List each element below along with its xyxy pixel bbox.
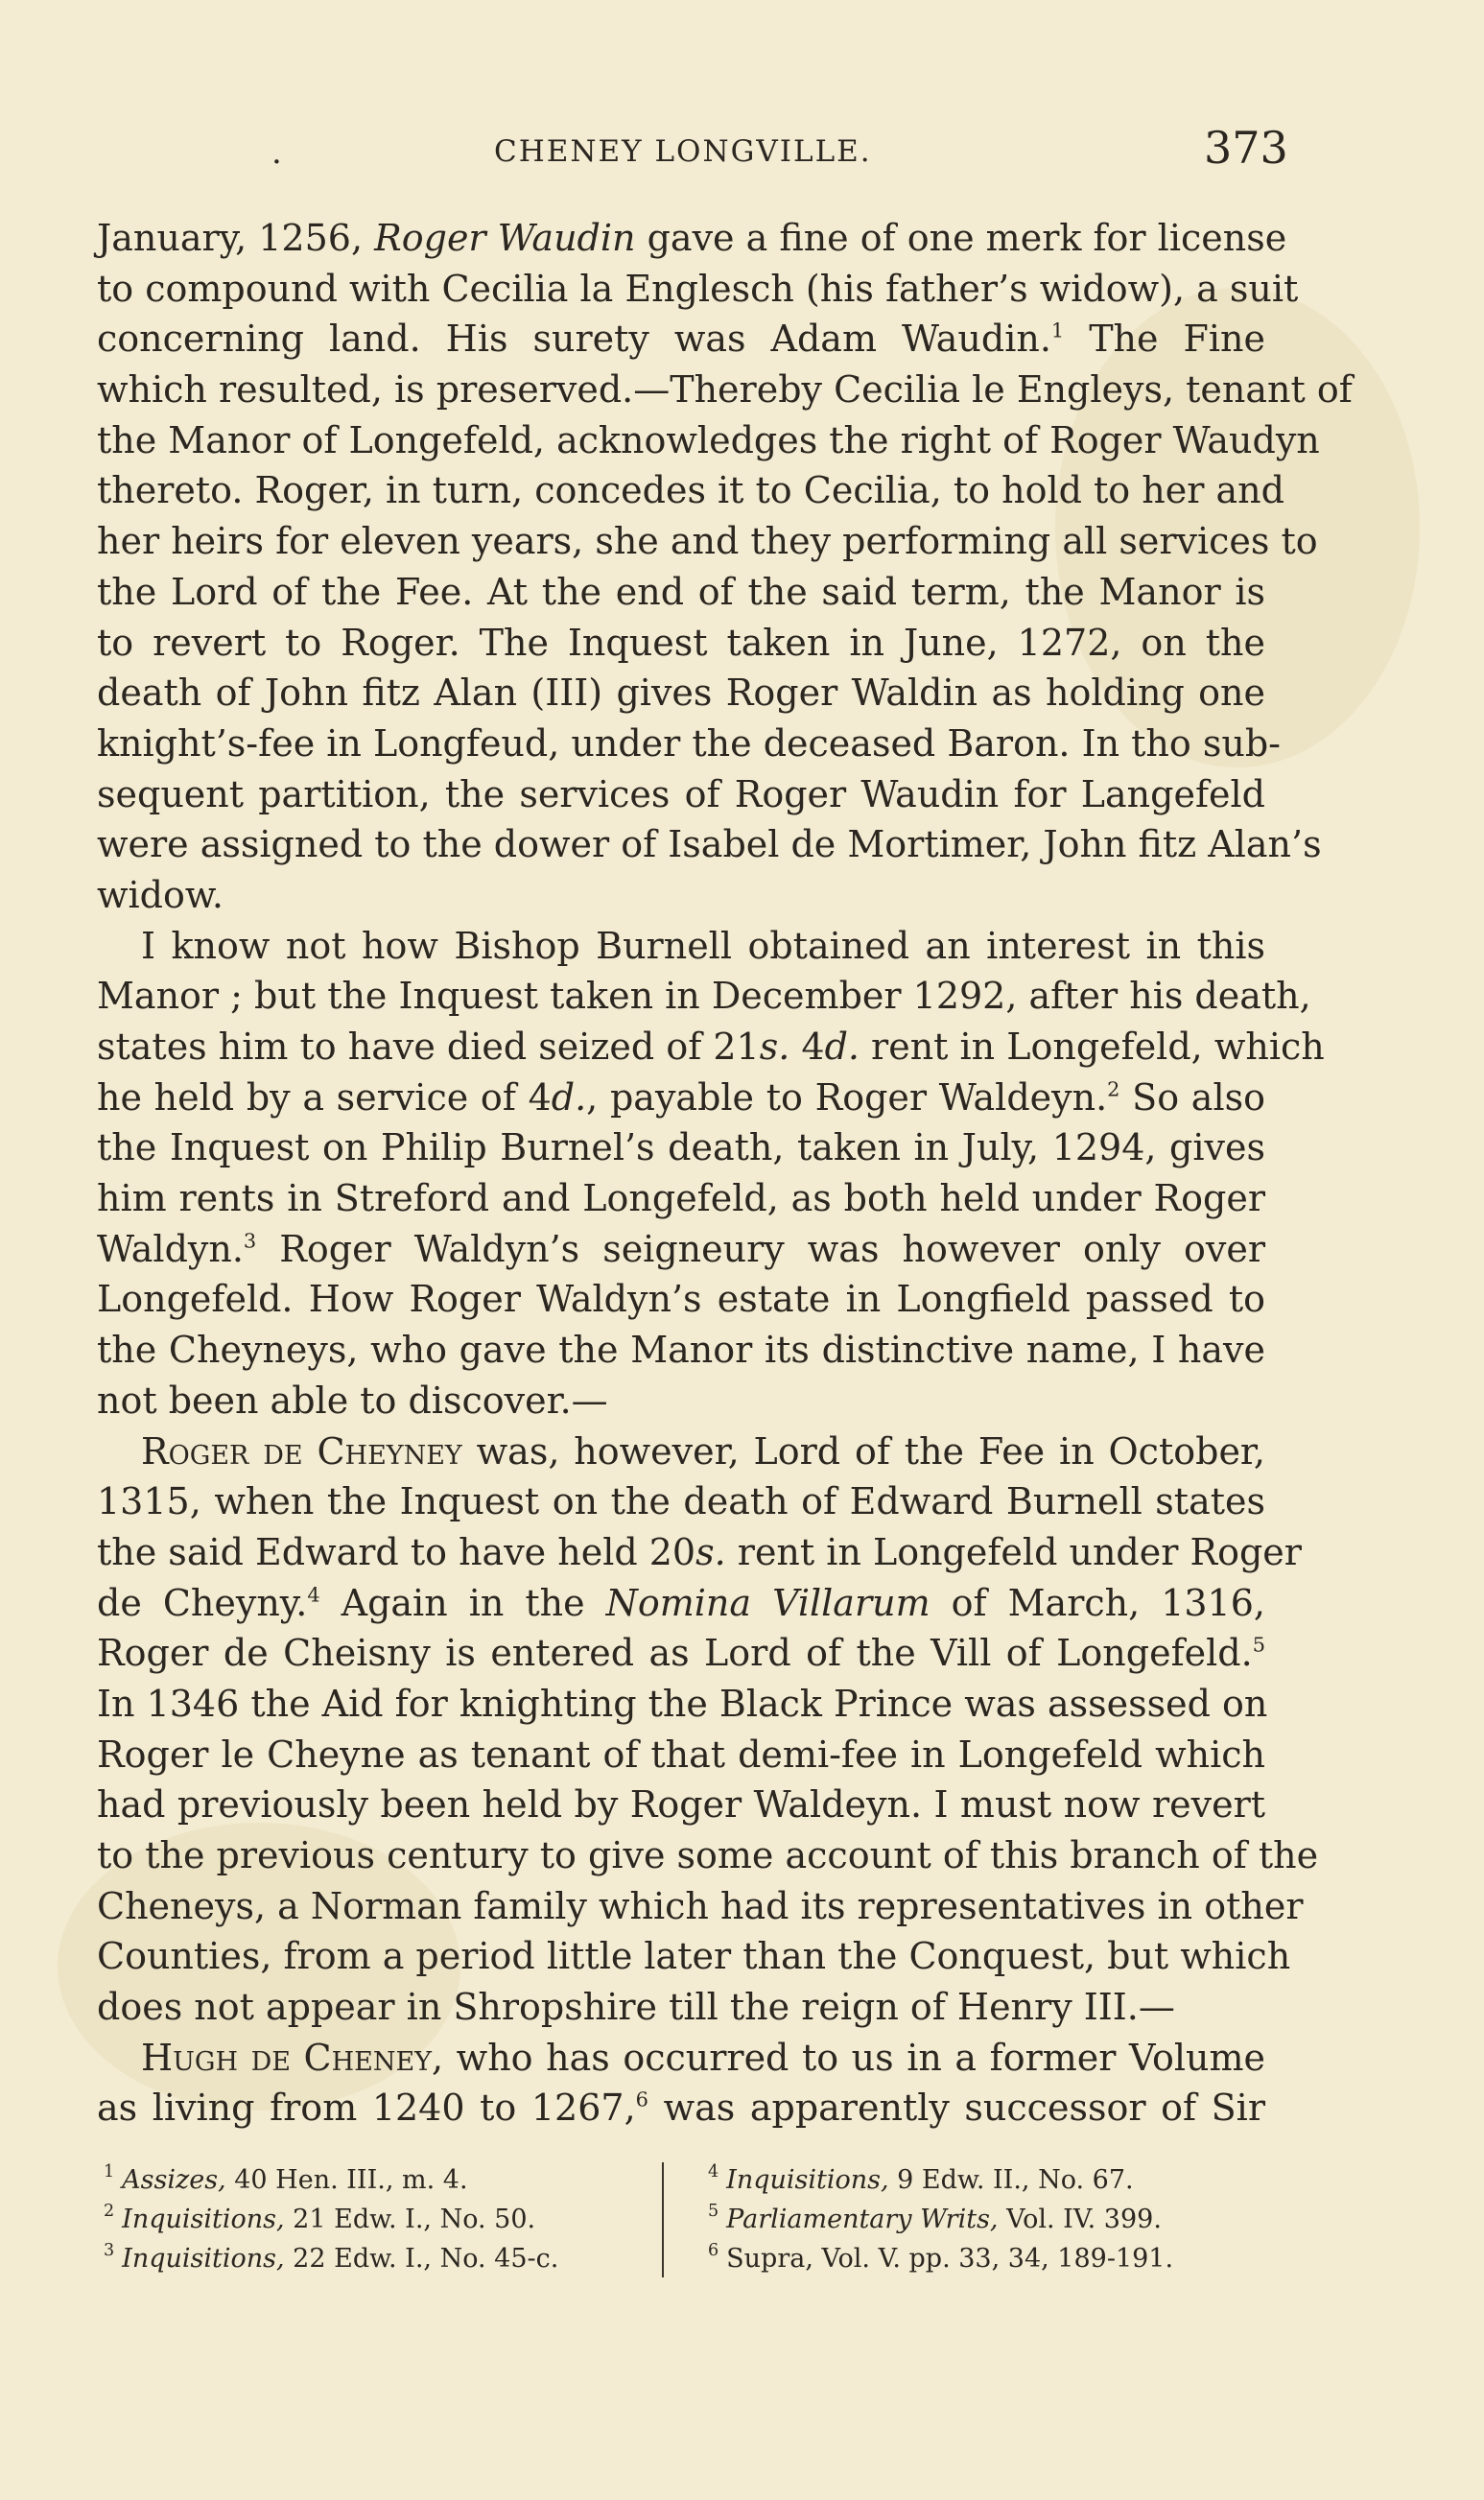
text-line: thereto. Roger, in turn, concedes it to Cecilia, to hold to her and [97, 469, 1284, 512]
header-dot: . [271, 133, 282, 172]
text-line: the Lord of the Fee. At the end of the said term, the Manor is [97, 570, 1265, 613]
text-line: him rents in Streford and Longefeld, as both held under Roger [97, 1177, 1265, 1220]
text-line: had previously been held by Roger Waldeyn. I must now revert [97, 1783, 1265, 1827]
footnotes-left-column [104, 2160, 641, 2278]
footnote: $^2$ Inquisitions, 21 Edw. I., No. 50. [104, 2201, 536, 2234]
footnotes-right-column [708, 2160, 1284, 2278]
text-line: concerning land. His surety was Adam Waudin.$^1$ The Fine [97, 318, 1265, 361]
page-title: CHENEY LONGVILLE. [494, 134, 872, 169]
text-line: de Cheyny.$^4$ Again in the Nomina Villarum of March, 1316, [97, 1581, 1265, 1624]
text-line: I know not how Bishop Burnell obtained an interest in this [141, 924, 1265, 967]
text-line: the Inquest on Philip Burnel’s death, taken in July, 1294, gives [97, 1126, 1265, 1169]
text-line: to the previous century to give some account of this branch of the [97, 1834, 1319, 1876]
footnote: $^5$ Parliamentary Writs, Vol. IV. 399. [708, 2201, 1162, 2234]
footnotes [0, 2160, 1484, 2295]
text-line: the said Edward to have held 20s. rent in Longefeld under Roger [97, 1530, 1302, 1573]
text-line: her heirs for eleven years, she and they performing all services to [97, 520, 1318, 563]
text-line: states him to have died seized of 21s. 4d. rent in Longefeld, which [97, 1026, 1325, 1068]
footnote: $^6$ Supra, Vol. V. pp. 33, 34, 189-191. [708, 2240, 1174, 2274]
text-line: which resulted, is preserved.—Thereby Cecilia le Engleys, tenant of [97, 368, 1353, 412]
text-line: January, 1256, Roger Waudin gave a fine of one merk for license [97, 217, 1287, 259]
body-text [97, 213, 1353, 2134]
footnote: $^4$ Inquisitions, 9 Edw. II., No. 67. [708, 2161, 1134, 2195]
text-line: were assigned to the dower of Isabel de Mortimer, John fitz Alan’s [97, 823, 1322, 866]
text-line: Longefeld. How Roger Waldyn’s estate in Longfield passed to [97, 1278, 1265, 1321]
text-line: he held by a service of 4d., payable to Roger Waldeyn.$^2$ So also [97, 1075, 1265, 1119]
text-line: sequent partition, the services of Roger Waudin for Langefeld [97, 772, 1265, 815]
text-line: Hugh de Cheney, who has occurred to us in a former Volume [141, 2036, 1266, 2079]
text-line: as living from 1240 to 1267,$^6$ was apparently successor of Sir [97, 2087, 1265, 2130]
footnote-ref: 3 [243, 1229, 257, 1253]
page-number: 373 [1204, 122, 1288, 174]
footnote-ref: 4 [307, 1582, 320, 1606]
text-line: Counties, from a period little later than the Conquest, but which [97, 1935, 1291, 1978]
text-line: the Cheyneys, who gave the Manor its distinctive name, I have [97, 1329, 1265, 1372]
text-line: Manor ; but the Inquest taken in December 1292, after his death, [97, 975, 1311, 1018]
running-header [0, 123, 1484, 180]
text-line: the Manor of Longefeld, acknowledges the right of Roger Waudyn [97, 418, 1320, 461]
footnote-ref: 1 [1050, 318, 1065, 342]
footnote: $^1$ Assizes, 40 Hen. III., m. 4. [104, 2161, 468, 2195]
text-line: Roger le Cheyne as tenant of that demi-fee in Longefeld which [97, 1733, 1265, 1776]
footnote-ref: 2 [1107, 1077, 1120, 1101]
footnote: $^3$ Inquisitions, 22 Edw. I., No. 45-c. [104, 2240, 559, 2274]
text-line: Roger de Cheyney was, however, Lord of the Fee in October, [141, 1429, 1265, 1473]
text-line: does not appear in Shropshire till the reign of Henry III.— [97, 1986, 1175, 2029]
footnote-divider [662, 2162, 664, 2277]
text-line: to compound with Cecilia la Englesch (his father’s widow), a suit [97, 267, 1299, 310]
text-line: not been able to discover.— [97, 1379, 608, 1422]
text-line: to revert to Roger. The Inquest taken in June, 1272, on the [97, 621, 1265, 664]
text-line: death of John fitz Alan (III) gives Roger Waldin as holding one [97, 672, 1265, 715]
text-line: Roger de Cheisny is entered as Lord of the Vill of Longefeld.$^5$ [97, 1632, 1265, 1675]
footnote-ref: 6 [635, 2087, 648, 2111]
text-line: 1315, when the Inquest on the death of Edward Burnell states [97, 1480, 1265, 1523]
text-line: widow. [97, 873, 224, 916]
text-line: knight’s-fee in Longfeud, under the deceased Baron. In tho sub- [97, 721, 1281, 765]
text-line: In 1346 the Aid for knighting the Black Prince was assessed on [97, 1682, 1268, 1725]
text-line: Cheneys, a Norman family which had its representatives in other [97, 1884, 1304, 1927]
text-line: Waldyn.$^3$ Roger Waldyn’s seigneury was however only over [97, 1227, 1265, 1270]
footnote-ref: 5 [1252, 1633, 1265, 1657]
